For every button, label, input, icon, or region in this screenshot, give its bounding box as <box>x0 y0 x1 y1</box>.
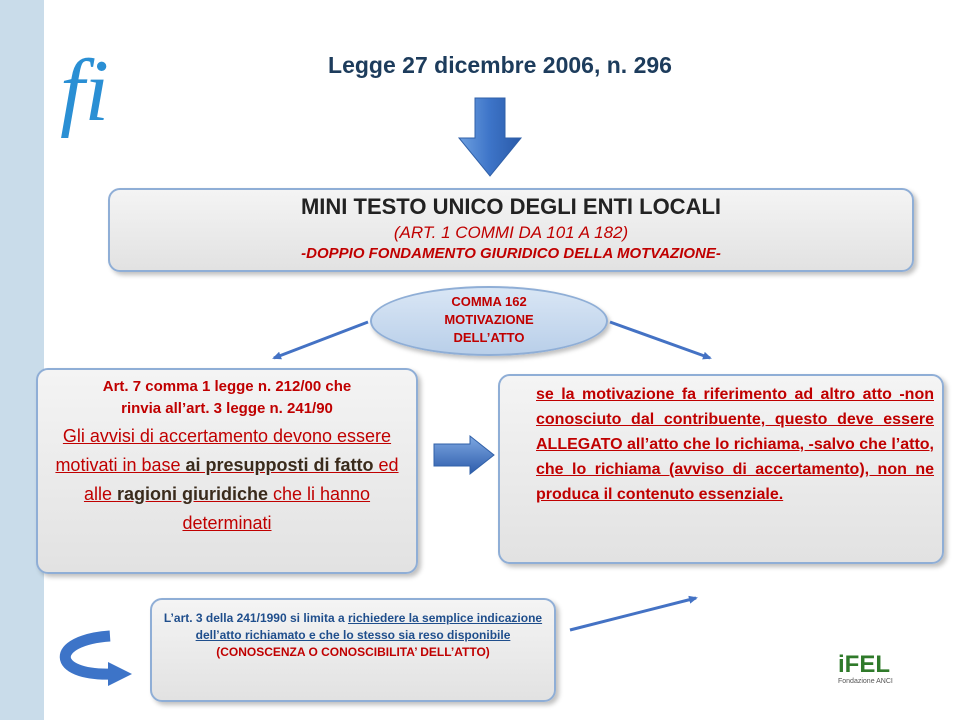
art7-body: Gli avvisi di accertamento devono essere motivati in base ai presupposti di fatto ed alle ragioni giuridiche che li hanno determinati <box>55 426 399 533</box>
ifel-logo <box>838 652 898 702</box>
fi-logo <box>58 42 128 138</box>
ellipse-line-2: MOTIVAZIONE <box>444 312 534 327</box>
art7-reference <box>48 376 406 420</box>
comma-162-ellipse <box>370 286 608 356</box>
ifel-logo-sub: Fondazione ANCI <box>838 678 893 685</box>
ellipse-line-3: DELL’ATTO <box>453 330 525 345</box>
art7-box <box>36 368 418 574</box>
mini-box-title: MINI TESTO UNICO DEGLI ENTI LOCALI <box>300 194 722 219</box>
art7-ref-line-1: Art. 7 comma 1 legge n. 212/00 che <box>102 378 352 395</box>
mini-testo-unico-box <box>108 188 914 272</box>
allegato-text: se la motivazione fa riferimento ad altro atto -non conosciuto dal contribuente, questo deve essere ALLEGATO all’atto che lo richiama, -salvo che l’atto, che lo richiama (avviso di accertamento), non ne produca il contenuto essenziale. <box>536 386 934 503</box>
ellipse-line-1: COMMA 162 <box>451 294 527 309</box>
art3-conoscibilita: (CONOSCENZA O CONOSCIBILITA’ DELL’ATTO) <box>216 645 490 659</box>
mini-box-note: -DOPPIO FONDAMENTO GIURIDICO DELLA MOTVAZIONE- <box>301 245 721 262</box>
fi-logo-text: fi <box>60 43 109 138</box>
mini-box-subtitle: (ART. 1 COMMI DA 101 A 182) <box>393 223 629 242</box>
art3-box: L’art. 3 della 241/1990 si limita a richiedere la semplice indicazione dell’atto richiamato e che lo stesso sia reso disponibile (CONOSCENZA O CONOSCIBILITA’ DELL’ATTO) <box>150 598 556 702</box>
down-arrow-icon <box>455 96 525 180</box>
left-sidebar-band <box>0 0 44 720</box>
ifel-logo-text: iFEL <box>838 651 890 678</box>
allegato-box <box>498 374 944 564</box>
page-title: Legge 27 dicembre 2006, n. 296 <box>328 52 672 78</box>
arrow-to-right-box <box>610 322 710 358</box>
arrow-bottom-to-right <box>570 598 696 630</box>
arrow-to-left-box <box>274 322 368 358</box>
curved-arrow-icon <box>65 636 132 686</box>
art7-ref-line-2: rinvia all’art. 3 legge n. 241/90 <box>121 400 333 417</box>
right-arrow-icon <box>432 434 496 476</box>
